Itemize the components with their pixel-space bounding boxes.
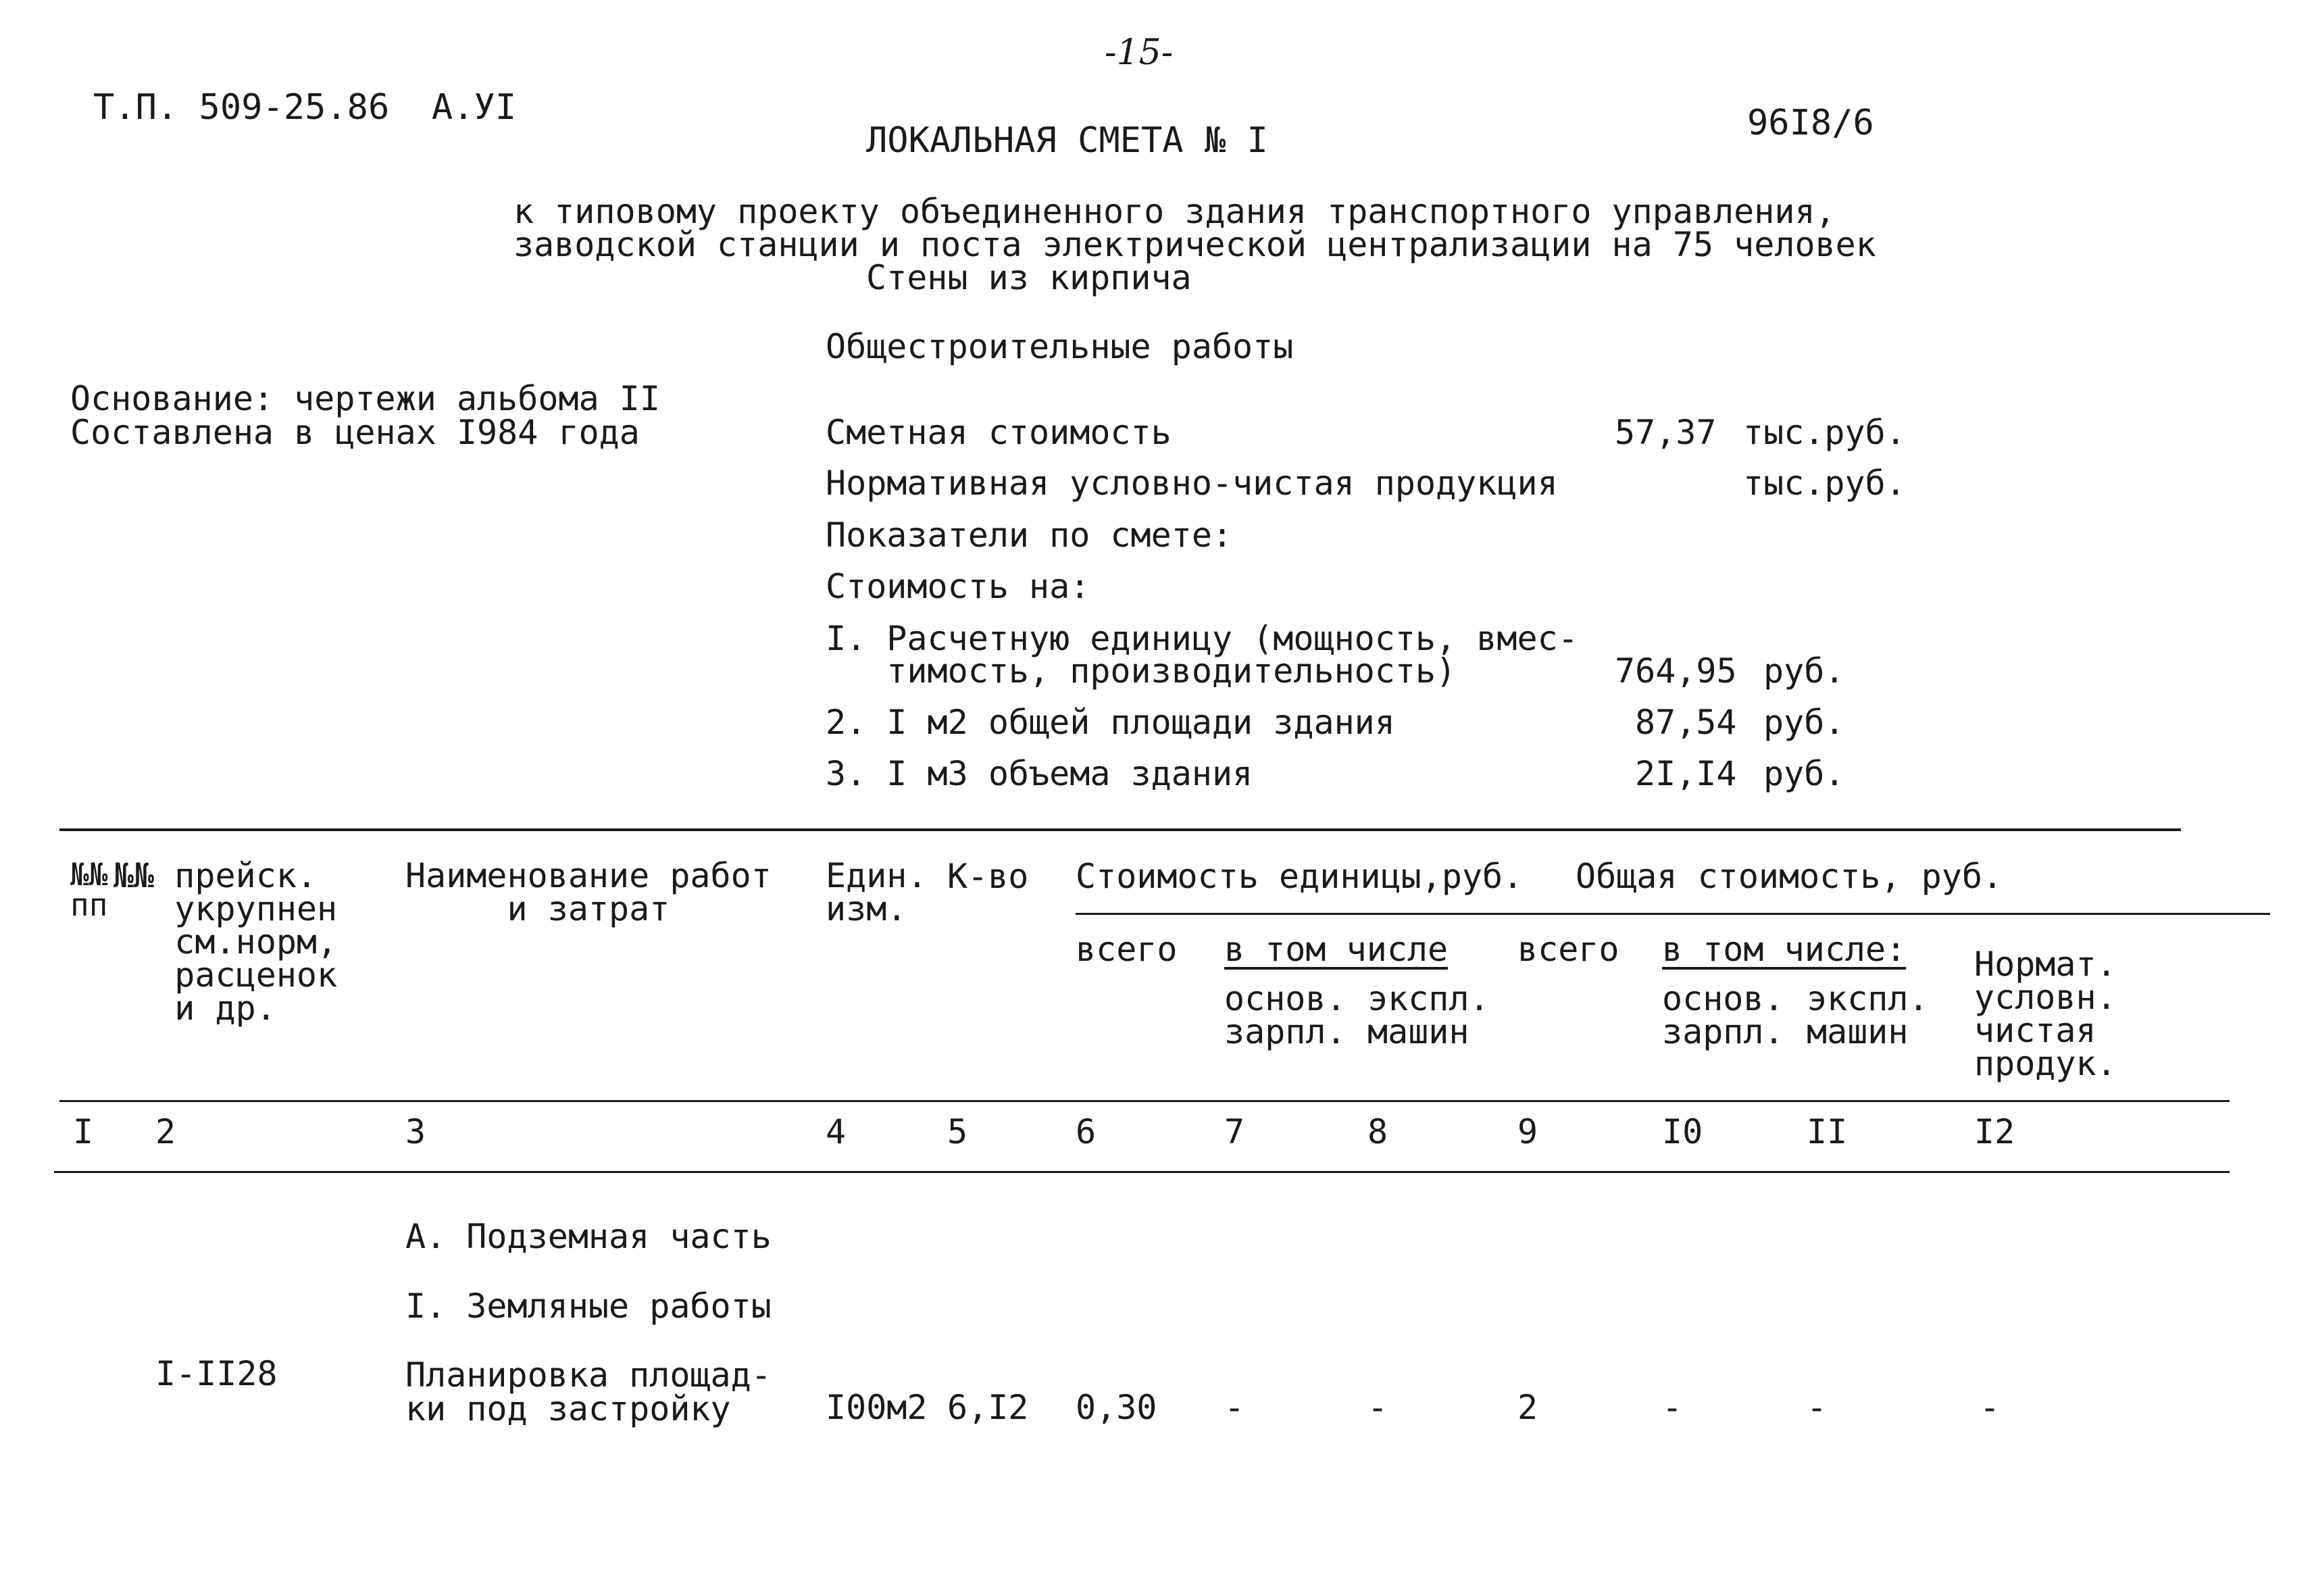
col-header-normative: Нормат. условн. чистая продук.: [1974, 945, 2117, 1083]
row-name-line-1: Планировка площад-: [405, 1355, 772, 1395]
header-bottom-rule: [59, 1100, 2230, 1102]
col-header-total-machines: экспл. машин: [1807, 979, 1929, 1051]
column-number: I2: [1974, 1112, 2015, 1151]
indicators-label: Показатели по смете:: [826, 516, 1233, 555]
col-header-unit-cost: Стоимость единицы,руб.: [1076, 857, 1524, 896]
row-unit-machines: -: [1367, 1388, 1388, 1427]
column-number: 9: [1517, 1112, 1538, 1151]
indicator-2-label: 2. I м2 общей площади здания: [826, 703, 1395, 742]
column-number: 5: [947, 1112, 968, 1151]
subtitle-line-1: к типовому проекту объединенного здания транспортного управления,: [513, 192, 1836, 231]
cost-per-label: Стоимость на:: [826, 567, 1090, 606]
col-header-unit: Един. изм.: [826, 856, 928, 928]
normative-unit: тыс.руб.: [1743, 464, 1906, 503]
section-title: Общестроительные работы: [826, 327, 1294, 366]
row-normative: -: [1980, 1388, 2001, 1427]
table-top-rule: [59, 828, 2181, 831]
indicator-1-value: 764,95: [1615, 651, 1737, 691]
row-quantity: 6,I2: [947, 1388, 1029, 1427]
basis-line-2: Составлена в ценах I984 года: [70, 413, 640, 452]
row-unit: I00м2: [826, 1388, 928, 1427]
row-unit-total: 0,30: [1076, 1388, 1157, 1427]
document-number: 96I8/6: [1747, 103, 1874, 143]
indicator-3-unit: руб.: [1763, 754, 1845, 793]
row-unit-wages: -: [1224, 1388, 1245, 1427]
subtitle-line-2: заводской станции и поста электрической централизации на 75 человек: [513, 225, 1876, 264]
column-number: I0: [1662, 1112, 1703, 1151]
indicator-1-unit: руб.: [1763, 651, 1845, 691]
indicator-1-line-1: I. Расчетную единицу (мощность, вмес-: [826, 619, 1578, 658]
indicator-3-label: 3. I м3 объема здания: [826, 754, 1253, 793]
normative-label: Нормативная условно-чистая продукция: [826, 464, 1558, 503]
indicator-2-unit: руб.: [1763, 703, 1845, 742]
col-header-number: №№ пп: [70, 856, 108, 924]
estimated-cost-unit: тыс.руб.: [1743, 413, 1906, 452]
col-header-unit-including: в том числе: [1224, 930, 1449, 969]
section-heading: А. Подземная часть: [405, 1217, 772, 1256]
indicator-2-value: 87,54: [1635, 703, 1737, 742]
column-number: 8: [1367, 1112, 1388, 1151]
column-number: 7: [1224, 1112, 1245, 1151]
indicator-3-value: 2I,I4: [1635, 754, 1737, 793]
estimated-cost-label: Сметная стоимость: [826, 413, 1172, 452]
row-total-machines: -: [1807, 1388, 1828, 1427]
col-header-total-all: всего: [1517, 930, 1619, 969]
row-total-wages: -: [1662, 1388, 1683, 1427]
column-number: 6: [1076, 1112, 1097, 1151]
subtitle-line-3: Стены из кирпича: [866, 258, 1192, 297]
column-number: 3: [405, 1112, 426, 1151]
page-title: ЛОКАЛЬНАЯ СМЕТА № I: [866, 120, 1268, 161]
col-header-quantity: К-во: [947, 857, 1029, 896]
document-code: Т.П. 509-25.86 А.УI: [93, 87, 517, 128]
col-header-name: Наименование работ и затрат: [405, 856, 772, 928]
column-number: 2: [155, 1112, 176, 1151]
indicator-1-line-2: тимость, производительность): [826, 651, 1457, 691]
col-header-pricelist: №№ прейск. укрупнен см.норм, расценок и др.: [114, 856, 338, 1028]
estimated-cost-value: 57,37: [1615, 413, 1717, 452]
column-number: I: [73, 1112, 94, 1151]
column-numbers-rule: [54, 1171, 2230, 1173]
row-total: 2: [1517, 1388, 1538, 1427]
col-header-total-cost: Общая стоимость, руб.: [1576, 857, 2003, 896]
total-cost-rule: [1076, 913, 2270, 915]
row-name-line-2: ки под застройку: [405, 1389, 731, 1428]
col-header-unit-wages: основ. зарпл.: [1224, 979, 1347, 1051]
basis-line-1: Основание: чертежи альбома II: [70, 379, 660, 418]
subsection-heading: I. Земляные работы: [405, 1287, 772, 1326]
page-number: -15-: [1105, 32, 1174, 73]
column-number: 4: [826, 1112, 847, 1151]
col-header-total-wages: основ. зарпл.: [1662, 979, 1784, 1051]
col-header-unit-all: всего: [1076, 930, 1178, 969]
row-code: I-II28: [155, 1354, 278, 1393]
col-header-total-including: в том числе:: [1662, 930, 1907, 969]
column-number: II: [1807, 1112, 1848, 1151]
col-header-unit-machines: экспл. машин: [1367, 979, 1490, 1051]
